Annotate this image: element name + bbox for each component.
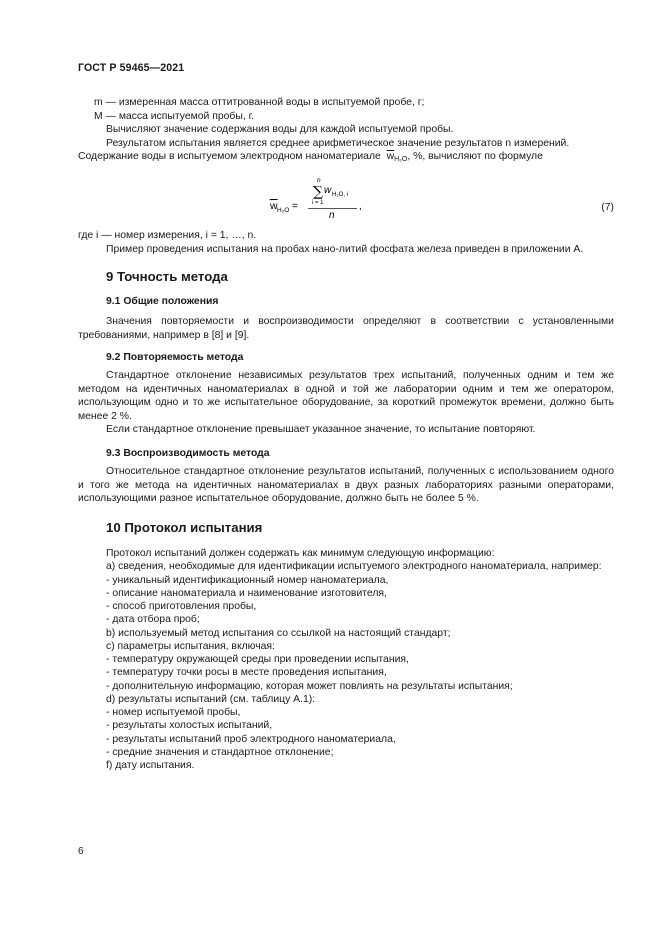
protocol-line: - описание наноматериала и наименование изготовителя, xyxy=(106,587,387,599)
subsection-9-2-text: Стандартное отклонение независимых результатов трех испытаний, полученных одним и тем же методом на идентичных наноматериалах в одной и той же лаборатории одним и тем же оператором, использующим одно и то же испытательное оборудование, за короткий промежуток времени, должно быть менее 2 %. xyxy=(78,370,614,422)
protocol-line: - уникальный идентификационный номер наноматериала, xyxy=(106,574,389,586)
protocol-line: - результаты испытаний проб электродного наноматериала, xyxy=(106,733,396,745)
page-number: 6 xyxy=(78,846,84,857)
subsection-9-1-title: 9.1 Общие положения xyxy=(106,296,219,307)
section-9-title: 9 Точность метода xyxy=(106,269,228,284)
protocol-line: - дата отбора проб; xyxy=(106,614,200,626)
protocol-line: - способ приготовления пробы, xyxy=(106,601,257,612)
subsection-9-2-text2: Если стандартное отклонение превышает указанное значение, то испытание повторяют. xyxy=(106,424,536,436)
subsection-9-3-title: 9.3 Воспроизводимость метода xyxy=(106,448,270,459)
definition-M-text: М — масса испытуемой пробы, г. xyxy=(94,110,255,122)
subsection-9-1-text: Значения повторяемости и воспроизводимости определяют в соответствии с установленными требованиями, например в [8] и [9]. xyxy=(78,316,614,341)
content-sentence xyxy=(78,150,614,164)
inline-w-letter: $\overline{w}$ xyxy=(386,151,395,163)
formula-lhs-w: w xyxy=(270,200,278,212)
calc-sentence: Вычисляют значение содержания воды для каждой испытуемой пробы. xyxy=(106,124,454,136)
formula-numerator-w: w xyxy=(324,185,332,196)
protocol-line: - температуру окружающей среды при проведении испытания, xyxy=(106,654,409,665)
content-sentence-end: , %, вычисляют по формуле xyxy=(407,151,543,163)
section-10-title: 10 Протокол испытания xyxy=(106,520,263,535)
protocol-line: - температуру точки росы в месте проведения испытания, xyxy=(106,667,387,679)
protocol-line: b) используемый метод испытания со ссылкой на настоящий стандарт; xyxy=(106,627,451,639)
inline-w-sub: H₂O xyxy=(394,156,408,164)
protocol-line: - средние значения и стандартное отклонение; xyxy=(106,746,334,758)
definition-m-text: m — измеренная масса оттитрованной воды в испытуемой пробе, г; xyxy=(94,97,425,108)
protocol-line: a) сведения, необходимые для идентификации испытуемого электродного наноматериала, например: xyxy=(106,561,602,573)
protocol-list xyxy=(106,547,616,772)
formula-sum-lower: i = 1 xyxy=(312,200,324,206)
subsection-9-3-body xyxy=(78,465,614,506)
protocol-line: - дополнительную информацию, которая может повлиять на результаты испытания; xyxy=(106,680,513,692)
definition-M xyxy=(78,110,614,124)
result-sentence: Результатом испытания является среднее арифметическое значение результатов n измерений. xyxy=(106,137,570,149)
formula-number: (7) xyxy=(601,202,614,213)
subsection-9-2-title: 9.2 Повторяемость метода xyxy=(106,352,244,363)
formula-numerator-sub: H₂O, i xyxy=(332,192,348,198)
inline-w-symbol xyxy=(384,151,408,162)
where-block xyxy=(78,229,614,256)
intro-block xyxy=(78,96,614,164)
formula-denominator: n xyxy=(329,210,335,218)
formula-lhs-sub: H₂O xyxy=(277,207,290,214)
protocol-line: Протокол испытаний должен содержать как минимум следующую информацию: xyxy=(106,548,495,559)
formula-7 xyxy=(262,178,372,218)
protocol-line: c) параметры испытания, включая: xyxy=(106,640,275,652)
protocol-line: f) дату испытания. xyxy=(106,760,195,771)
protocol-line: d) результаты испытаний (см. таблицу А.1): xyxy=(106,693,316,705)
formula-sigma: ∑ xyxy=(313,184,323,200)
content-sentence-text: Содержание воды в испытуемом электродном наноматериале xyxy=(78,151,381,163)
annex-reference: Пример проведения испытания на пробах нано-литий фосфата железа приведен в приложении А. xyxy=(106,243,584,255)
formula-equals: = xyxy=(292,201,298,212)
protocol-line: - номер испытуемой пробы, xyxy=(106,707,241,718)
document-header: ГОСТ Р 59465—2021 xyxy=(78,62,185,74)
definition-m xyxy=(78,96,614,110)
subsection-9-1-body xyxy=(78,315,614,342)
where-i: где i — номер измерения, i = 1, …, n. xyxy=(78,230,257,241)
subsection-9-3-text: Относительное стандартное отклонение результатов испытаний, полученных с использованием одного и того же метода на идентичных наноматериалах в двух разных лабораториях разными операторами, использующими разное испытательное оборудование, должно быть не более 5 %. xyxy=(78,466,614,505)
protocol-line: - результаты холостых испытаний, xyxy=(106,720,273,732)
formula-comma: , xyxy=(359,201,362,212)
formula-sum-upper: n xyxy=(317,178,321,184)
subsection-9-2-body xyxy=(78,369,614,437)
